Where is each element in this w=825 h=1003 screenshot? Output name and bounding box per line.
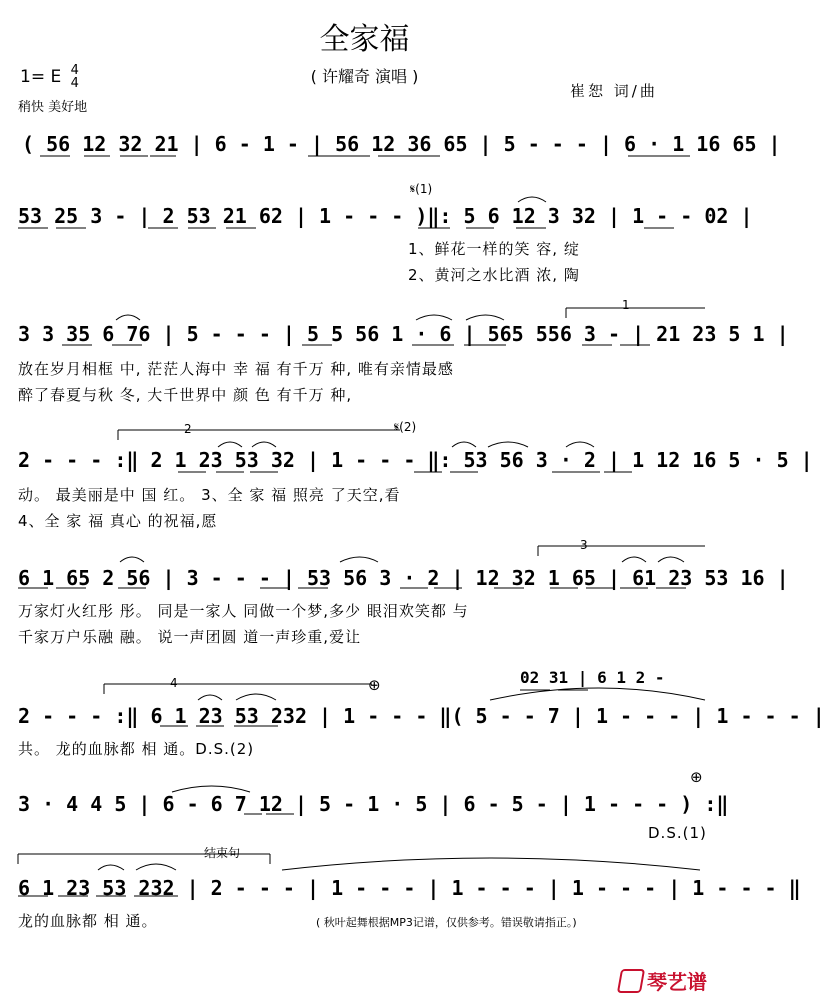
tempo-marking: 稍快 美好地 xyxy=(18,100,88,115)
volta-1-number: 1 xyxy=(622,298,630,312)
lyric-line-8: 龙的血脉都 相 通。 xyxy=(18,912,158,930)
lyric-line-4a: 动。 最美丽是中 国 红。 3、全 家 福 照亮 了天空,看 xyxy=(18,486,401,504)
lyric-line-3a: 放在岁月相框 中, 茫茫人海中 幸 福 有千万 种, 唯有亲情最感 xyxy=(18,360,454,378)
key-text: 1= E xyxy=(20,67,62,87)
logo-text: 琴艺谱 xyxy=(647,970,707,994)
transcriber-note: ( 秋叶起舞根据MP3记谱，仅供参考。错误敬请指正。) xyxy=(316,916,577,929)
lyric-line-5b: 千家万户乐融 融。 说一声团圆 道一声珍重,爱让 xyxy=(18,628,362,646)
notation-line-4: 2 - - - :‖ 2 1 23 53 32 | 1 - - - ‖: 53 56 3 · 2 | 1 12 16 5 · 5 | xyxy=(18,448,813,472)
lyric-line-4b: 4、全 家 福 真心 的祝福,愿 xyxy=(18,512,218,530)
time-bottom: 4 xyxy=(70,76,79,91)
coda-mark-1: ⊕ xyxy=(368,676,381,694)
segno-mark-2: 𝄋(2) xyxy=(394,420,417,434)
segno-mark-1: 𝄋(1) xyxy=(410,182,433,196)
notation-line-5: 6 1 65 2 56 | 3 - - - | 53 56 3 · 2 | 12 32 1 65 | 61 23 53 16 | xyxy=(18,566,789,590)
time-top: 4 xyxy=(70,63,79,78)
site-logo xyxy=(619,966,707,995)
notation-upper-6: 02 31 | 6 1 2 - xyxy=(520,668,665,687)
lyric-line-2a: 1、鲜花一样的笑 容, 绽 xyxy=(408,240,580,258)
volta-2-number: 2 xyxy=(184,422,192,436)
coda-mark-2: ⊕ xyxy=(690,768,703,786)
notation-line-1: ( 56 12 32 21 | 6 - 1 - | 56 12 36 65 | 5 - - - | 6 · 1 16 65 | xyxy=(22,132,781,156)
ending-phrase-label: 结束句 xyxy=(204,846,241,860)
notation-line-7: 3 · 4 4 5 | 6 - 6 7 12 | 5 - 1 · 5 | 6 - 5 - | 1 - - - ) :‖ xyxy=(18,792,729,816)
song-title: 全家福 xyxy=(319,22,410,57)
song-singer: ( 许耀奇 演唱 ) xyxy=(310,67,419,86)
lyric-line-2b: 2、黄河之水比酒 浓, 陶 xyxy=(408,266,580,284)
dal-segno-1: D.S.(1) xyxy=(648,824,707,842)
volta-4-number: 4 xyxy=(170,676,178,690)
notation-line-6: 2 - - - :‖ 6 1 23 53 232 | 1 - - - ‖( 5 - - 7 | 1 - - - | 1 - - - | xyxy=(18,704,825,728)
lyric-line-5a: 万家灯火红彤 彤。 同是一家人 同做一个梦,多少 眼泪欢笑都 与 xyxy=(18,602,469,620)
lyric-line-3b: 醉了春夏与秋 冬, 大千世界中 颜 色 有千万 种, xyxy=(18,386,353,404)
notation-line-3: 3 3 35 6 76 | 5 - - - | 5 5 56 1 · 6 | 565 556 3 - | 21 23 5 1 | xyxy=(18,322,789,346)
notation-line-8: 6 1 23 53 232 | 2 - - - | 1 - - - | 1 - - - | 1 - - - | 1 - - - ‖ xyxy=(18,876,801,900)
notation-line-2: 53 25 3 - | 2 53 21 62 | 1 - - - )‖: 5 6 12 3 32 | 1 - - 02 | xyxy=(18,204,753,228)
lyric-line-6: 共。 龙的血脉都 相 通。D.S.(2) xyxy=(18,740,255,758)
author-credit: 崔恕 词/曲 xyxy=(570,82,658,100)
volta-3-number: 3 xyxy=(580,538,588,552)
piano-key-icon xyxy=(617,969,645,993)
